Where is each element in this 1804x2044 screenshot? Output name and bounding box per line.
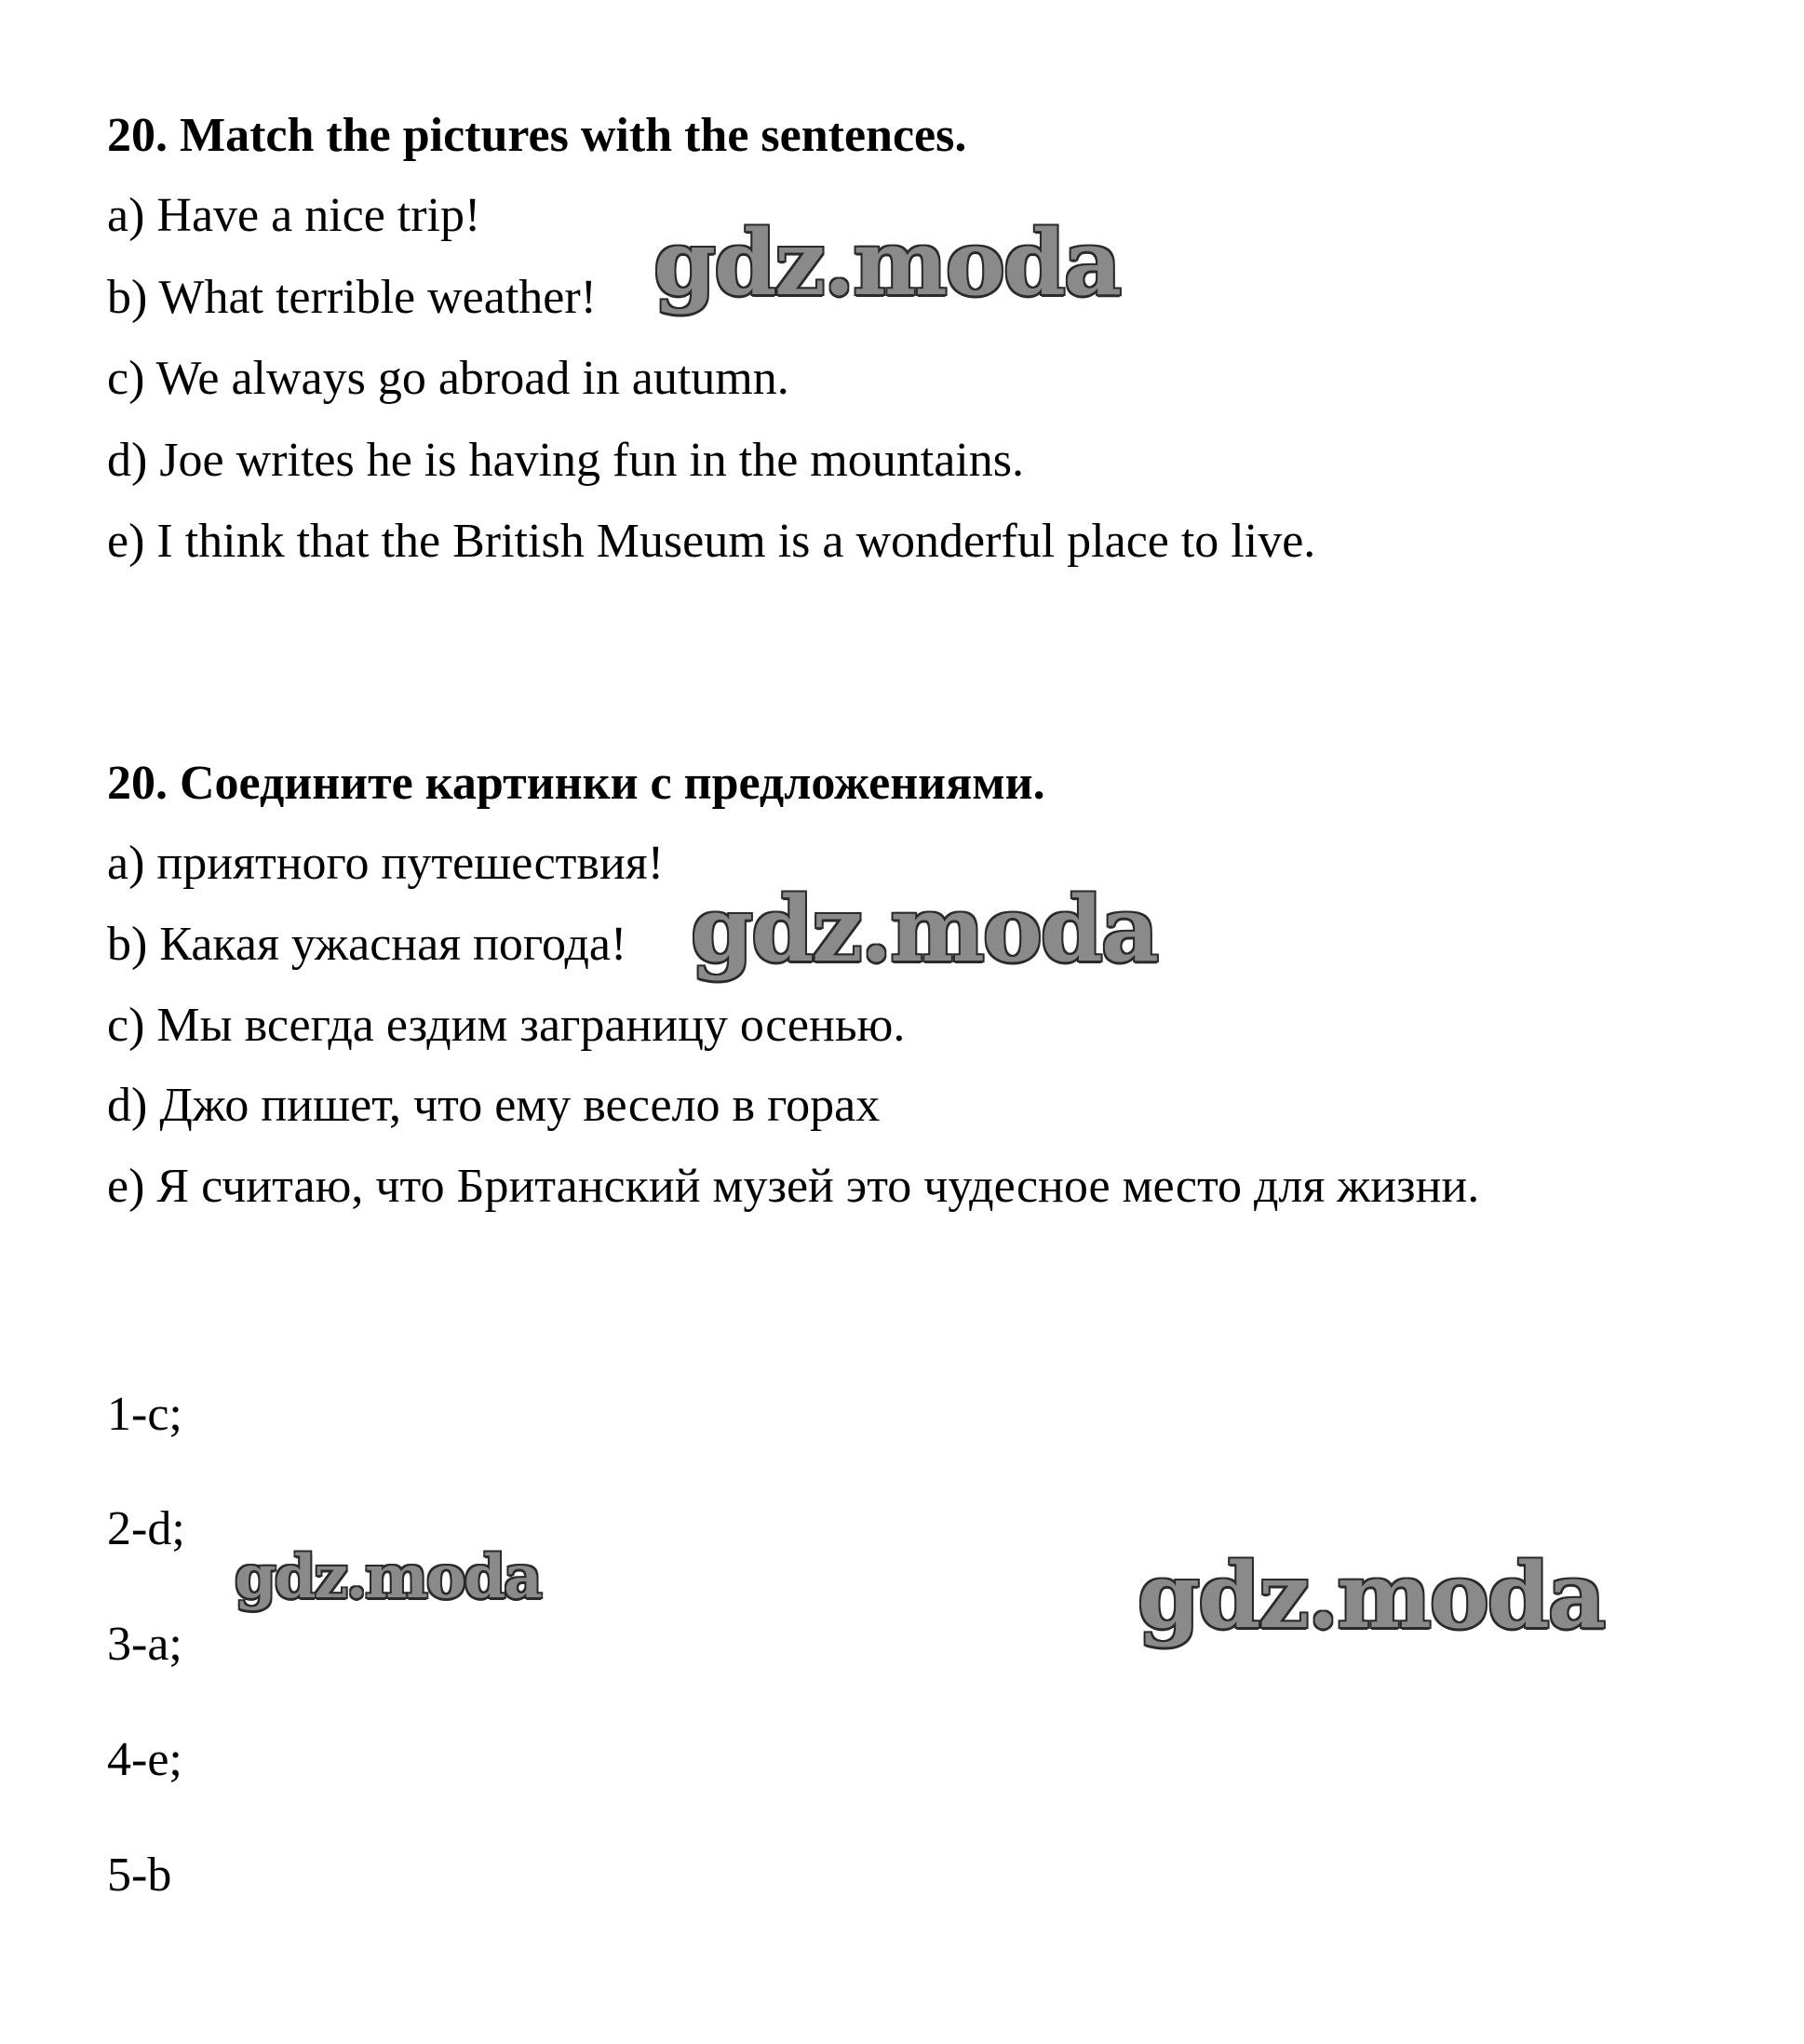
sentence-d-ru: d) Джо пишет, что ему весело в горах: [107, 1079, 881, 1132]
answer-2: 2-d;: [107, 1502, 185, 1555]
answer-5: 5-b: [107, 1849, 172, 1902]
sentence-e-en: e) I think that the British Museum is a wonderful place to live.: [107, 515, 1316, 568]
watermark-logo: gdz.moda: [235, 1542, 541, 1612]
sentence-a-en: a) Have a nice trip!: [107, 189, 481, 242]
exercise-heading-en: 20. Match the pictures with the sentences.: [107, 109, 967, 162]
sentence-b-ru: b) Какая ужасная погода!: [107, 918, 627, 971]
answer-4: 4-e;: [107, 1733, 182, 1786]
answer-3: 3-a;: [107, 1618, 182, 1671]
exercise-heading-ru: 20. Соедините картинки с предложениями.: [107, 757, 1045, 810]
sentence-a-ru: a) приятного путешествия!: [107, 837, 665, 890]
sentence-b-en: b) What terrible weather!: [107, 271, 597, 324]
watermark-logo: gdz.moda: [1138, 1543, 1605, 1648]
sentence-d-en: d) Joe writes he is having fun in the mountains.: [107, 434, 1024, 487]
sentence-c-ru: c) Мы всегда ездим заграницу осенью.: [107, 999, 906, 1052]
sentence-e-ru: e) Я считаю, что Британский музей это чудесное место для жизни.: [107, 1160, 1480, 1213]
sentence-c-en: c) We always go abroad in autumn.: [107, 352, 789, 405]
watermark-logo: gdz.moda: [653, 210, 1121, 316]
watermark-logo: gdz.moda: [691, 877, 1158, 982]
answer-1: 1-c;: [107, 1388, 182, 1441]
